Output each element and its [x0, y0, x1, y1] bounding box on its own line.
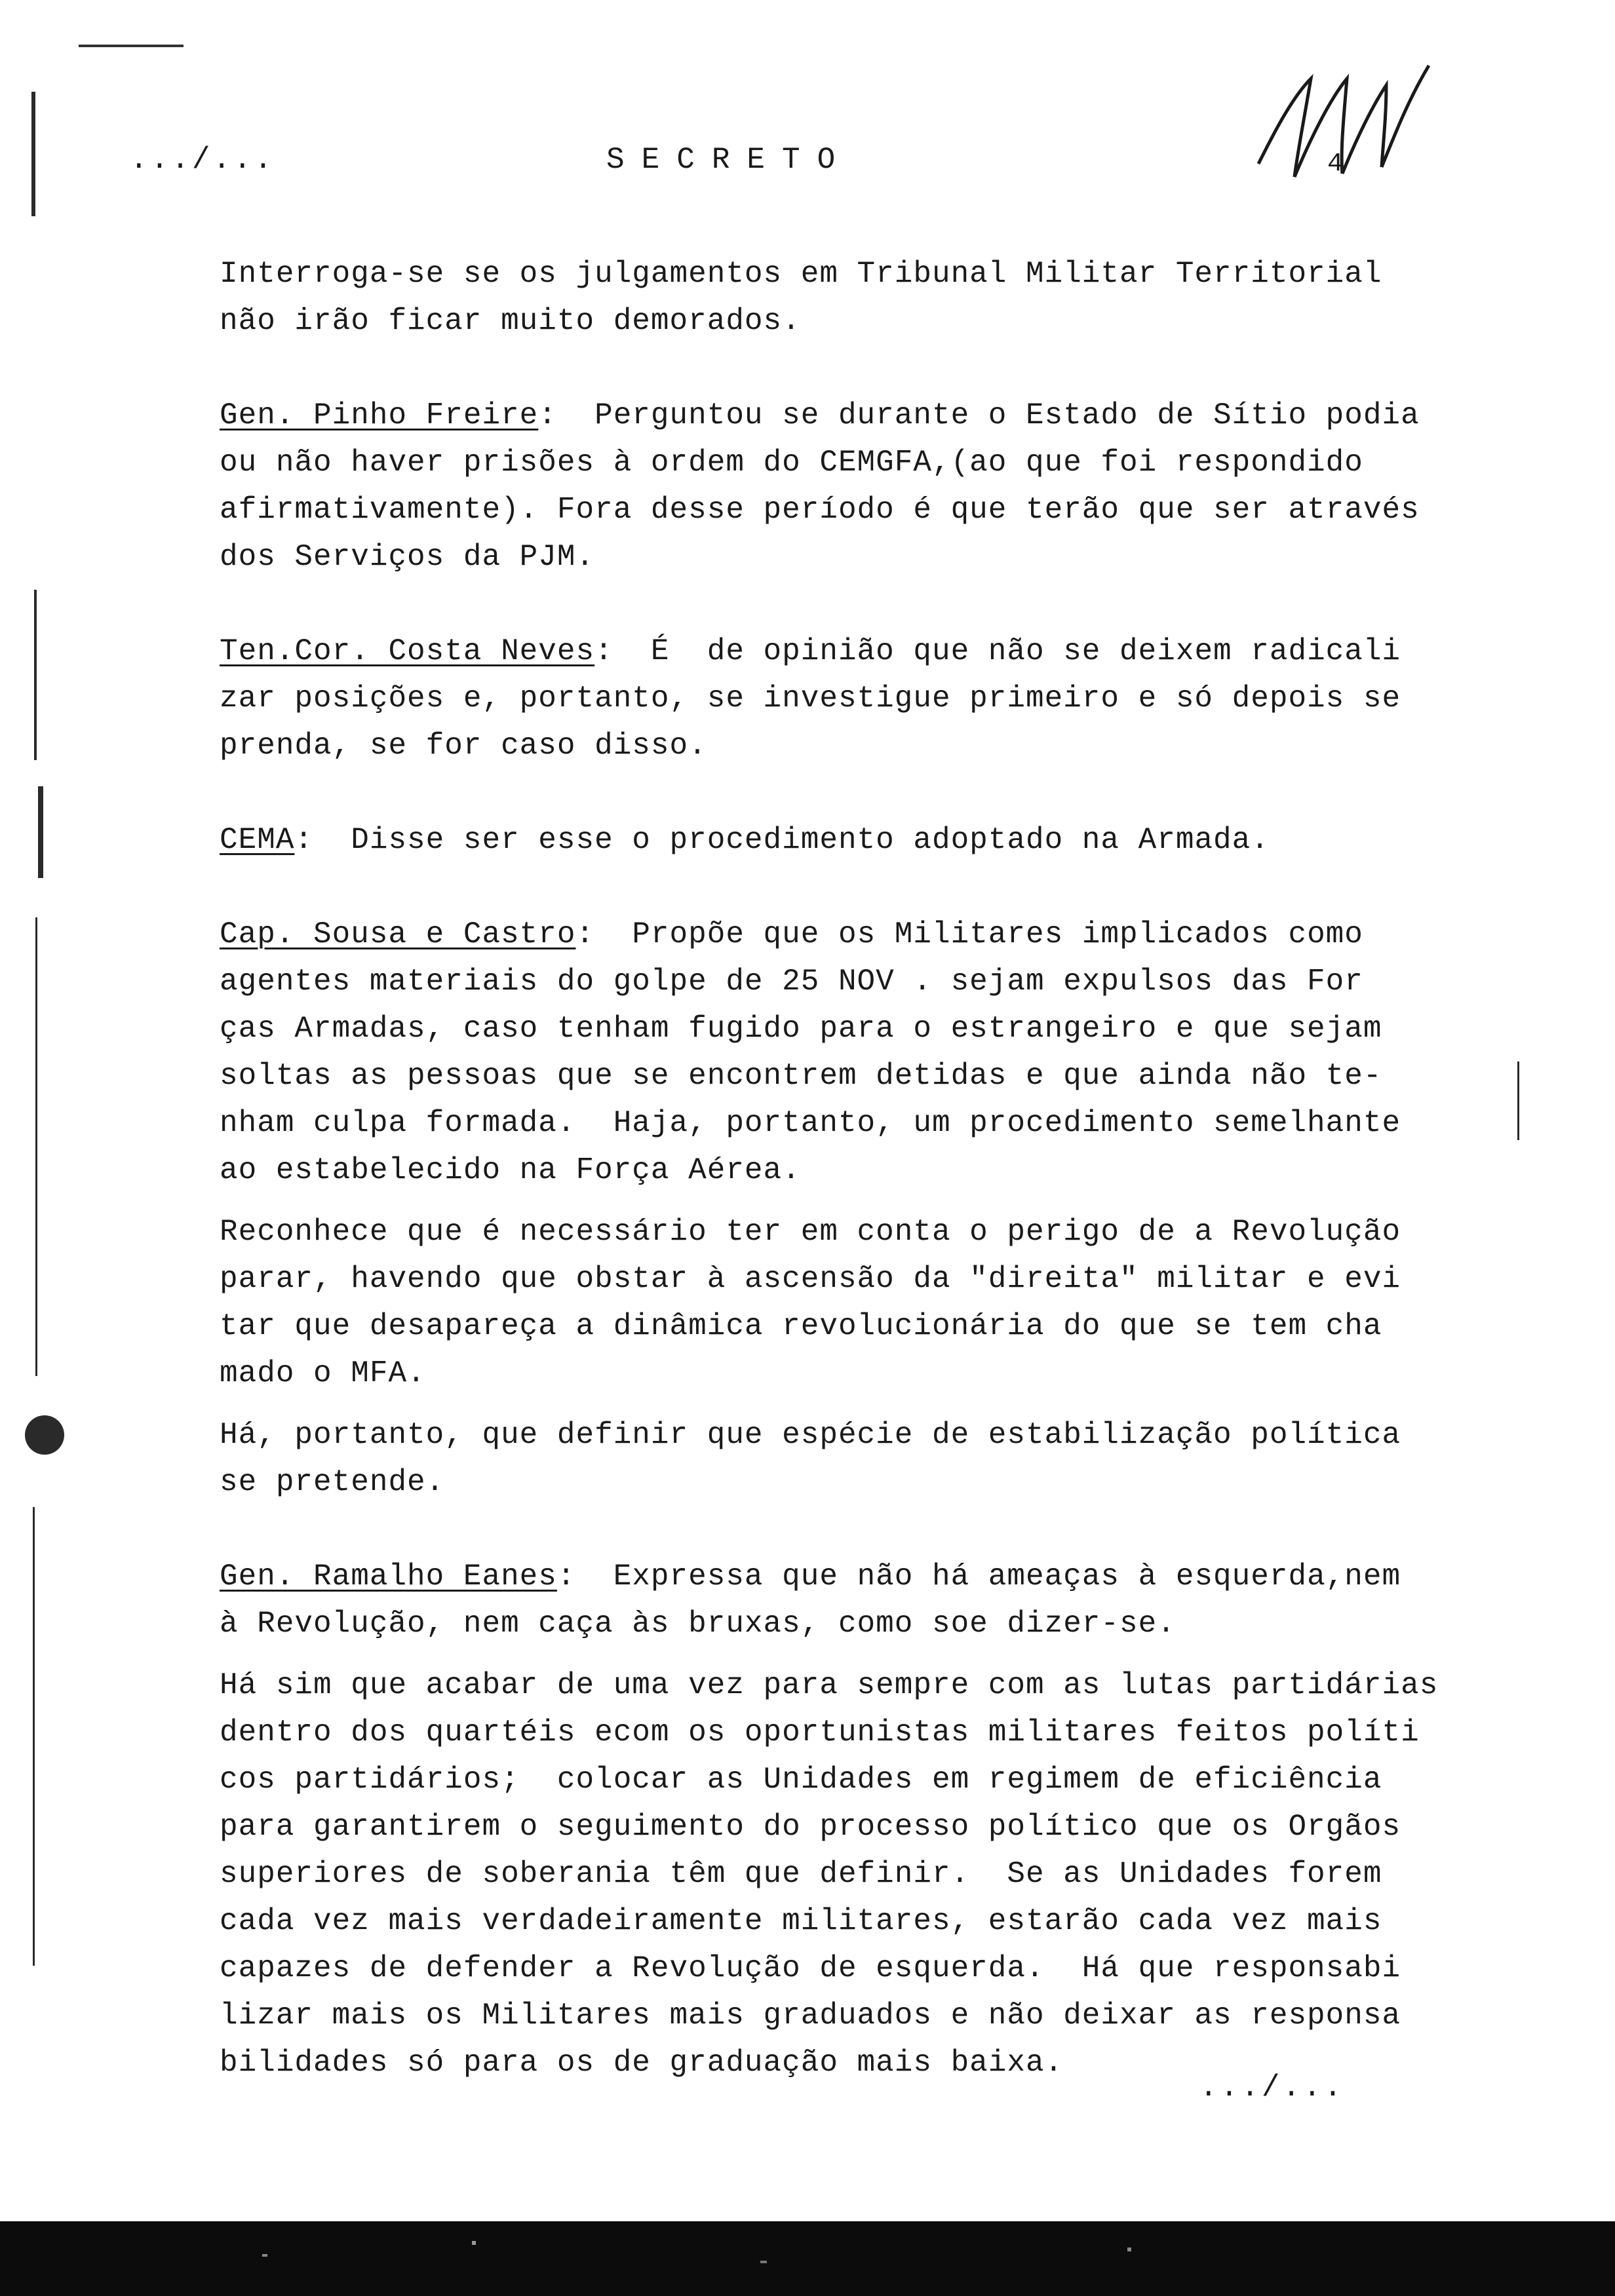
paragraph-text: Reconhece que é necessário ter em conta o perigo de a Revolução parar, havendo que obstar à ascensão da "direita" militar e evi tar que desapareça a dinâmica revolucionária do que se tem cha mado o MFA. [220, 1215, 1401, 1390]
hole-punch-mark [25, 1415, 64, 1455]
margin-mark [35, 917, 37, 1376]
handwritten-initials [1232, 59, 1449, 190]
paragraph [220, 816, 1452, 864]
speaker-name: CEMA [220, 823, 295, 857]
speaker-name: Gen. Pinho Freire [220, 398, 539, 432]
paragraph [220, 1411, 1452, 1506]
paragraph [220, 250, 1452, 345]
continuation-marker-top: .../... [130, 143, 275, 177]
paragraph [220, 911, 1452, 1194]
speaker-name: Cap. Sousa e Castro [220, 917, 576, 951]
paragraph-text: : É de opinião que não se deixem radicali zar posições e, portanto, se investigue primeiro e só depois se prenda, se for caso disso. [220, 634, 1401, 763]
paragraph [220, 1662, 1452, 2086]
paragraph [220, 1553, 1452, 1647]
paragraph-text: Há sim que acabar de uma vez para sempre com as lutas partidárias dentro dos quartéis ecom os oportunistas militares feitos políti cos partidários; colocar as Unidades em regimem de eficiência para garantirem o seguimento do processo político que os Orgãos superiores de soberania têm que definir. Se as Unidades forem cada vez mais verdadeiramente militares, estarão cada vez mais capazes de defender a Revolução de esquerda. Há que responsabi lizar mais os Militares mais graduados e não deixar as responsa bilidades só para os de graduação mais baixa. [220, 1668, 1439, 2080]
paragraph-text: : Expressa que não há ameaças à esquerda,nem à Revolução, nem caça às bruxas, como soe dizer-se. [220, 1559, 1401, 1641]
continuation-marker-bottom: .../... [1199, 2071, 1345, 2105]
paragraph-text: : Disse ser esse o procedimento adoptado na Armada. [294, 823, 1270, 857]
classification-title: SECRETO [606, 143, 853, 177]
margin-mark [34, 590, 37, 760]
paragraph [220, 392, 1452, 581]
paragraph-text: : Perguntou se durante o Estado de Sítio podia ou não haver prisões à ordem do CEMGFA,(ao que foi respondido afirmativamente). Fora desse período é que terão que ser através dos Serviços da PJM. [220, 398, 1420, 574]
margin-mark [33, 1507, 35, 1966]
paragraph-text: Há, portanto, que definir que espécie de estabilização política se pretende. [220, 1418, 1401, 1499]
speaker-name: Gen. Ramalho Eanes [220, 1559, 557, 1594]
paragraph [220, 628, 1452, 769]
paragraph-text: : Propõe que os Militares implicados como agentes materiais do golpe de 25 NOV . sejam expulsos das For ças Armadas, caso tenham fugido para o estrangeiro e que sejam soltas as pessoas que se encontrem detidas e que ainda não te- nham culpa formada. Haja, portanto, um procedimento semelhante ao estabelecido na Força Aérea. [220, 917, 1401, 1187]
document-body [220, 250, 1452, 2133]
scan-noise [0, 2228, 1615, 2293]
margin-mark [1517, 1062, 1519, 1140]
speaker-name: Ten.Cor. Costa Neves [220, 634, 595, 668]
paragraph-text: Interroga-se se os julgamentos em Tribunal Militar Territorial não irão ficar muito demorados. [220, 257, 1382, 338]
margin-mark [38, 786, 43, 878]
page-number: 4 [1327, 149, 1344, 179]
scan-mark-top [79, 45, 184, 47]
paragraph [220, 1208, 1452, 1397]
